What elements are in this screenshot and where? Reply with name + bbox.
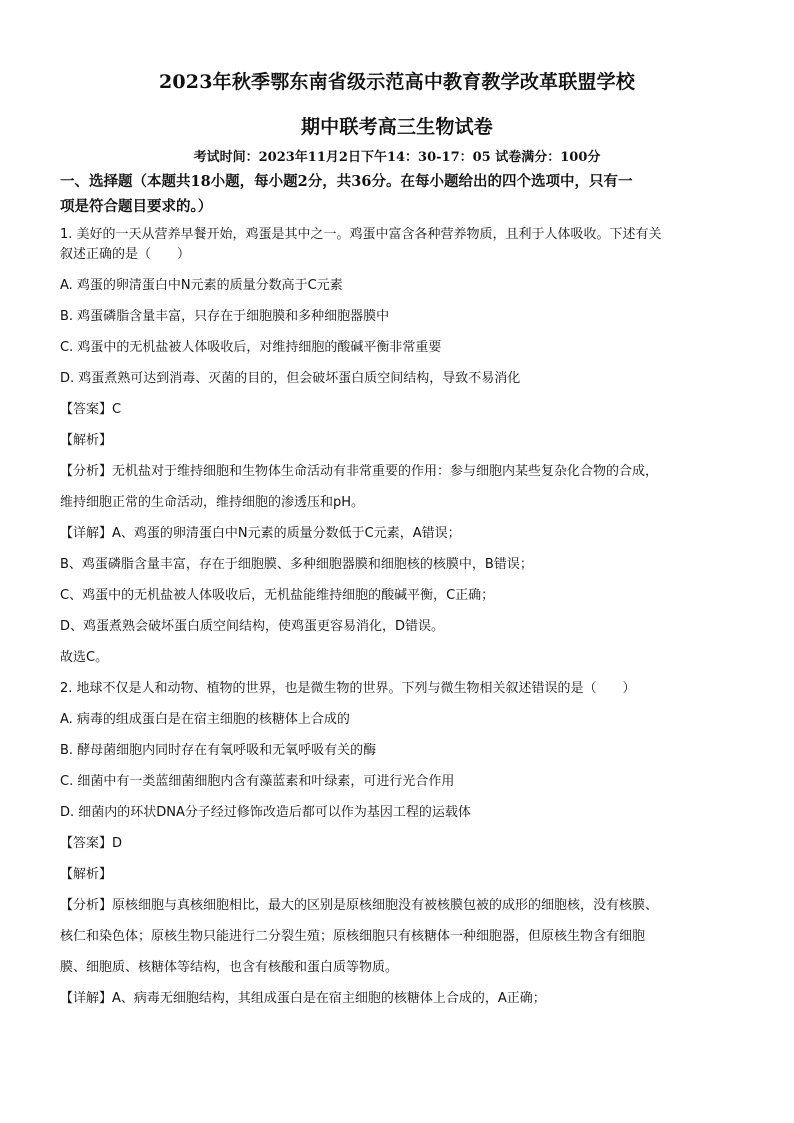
question-2 xyxy=(60,679,734,1009)
detail-text: B、鸡蛋磷脂含量丰富，存在于细胞膜、多种细胞器膜和细胞核的核膜中，B错误； xyxy=(60,557,533,572)
analysis-text: 膜、细胞质、核糖体等结构，也含有核酸和蛋白质等物质。 xyxy=(60,960,399,975)
question-stem: 1. 美好的一天从营养早餐开始，鸡蛋是其中之一。鸡蛋中富含各种营养物质，且利于人体吸收。下述有关 xyxy=(60,227,662,242)
detail-text: C、鸡蛋中的无机盐被人体吸收后，无机盐能维持细胞的酸碱平衡，C正确； xyxy=(60,588,495,603)
page-title: 2023年秋季鄂东南省级示范高中教育教学改革联盟学校 xyxy=(158,71,636,93)
analysis-label: 【解析】 xyxy=(60,433,113,448)
analysis-text: 核仁和染色体；原核生物只能进行二分裂生殖；原核细胞只有核糖体一种细胞器，但原核生物含有细胞 xyxy=(60,929,646,944)
section-heading xyxy=(60,169,734,219)
question-stem: 2. 地球不仅是人和动物、植物的世界，也是微生物的世界。下列与微生物相关叙述错误的是（ ） xyxy=(60,681,636,696)
detail-text: 【详解】A、鸡蛋的卵清蛋白中N元素的质量分数低于C元素，A错误； xyxy=(60,526,461,541)
section-heading-line-2: 项是符合题目要求的。） xyxy=(60,198,213,215)
detail-text: D、鸡蛋煮熟会破坏蛋白质空间结构，使鸡蛋更容易消化，D错误。 xyxy=(60,619,445,634)
option-a: A. 鸡蛋的卵清蛋白中N元素的质量分数高于C元素 xyxy=(60,278,343,293)
analysis-text: 【分析】无机盐对于维持细胞和生物体生命活动有非常重要的作用：参与细胞内某些复杂化合物的合成， xyxy=(60,464,659,479)
analysis-text: 【分析】原核细胞与真核细胞相比，最大的区别是原核细胞没有被核膜包被的成形的细胞核，没有核膜、 xyxy=(60,898,659,913)
analysis-text: 维持细胞正常的生命活动，维持细胞的渗透压和pH。 xyxy=(60,495,365,510)
question-1 xyxy=(60,225,734,668)
option-d: D. 细菌内的环状DNA分子经过修饰改造后都可以作为基因工程的运载体 xyxy=(60,805,471,820)
option-c: C. 细菌中有一类蓝细菌细胞内含有藻蓝素和叶绿素，可进行光合作用 xyxy=(60,774,455,789)
exam-info: 考试时间：2023年11月2日下午14：30-17：05 试卷满分：100分 xyxy=(193,150,601,165)
answer-label: 【答案】C xyxy=(60,402,122,417)
option-c: C. 鸡蛋中的无机盐被人体吸收后，对维持细胞的酸碱平衡非常重要 xyxy=(60,340,442,355)
option-b: B. 酵母菌细胞内同时存在有氧呼吸和无氧呼吸有关的酶 xyxy=(60,743,377,758)
document-page xyxy=(60,68,734,1009)
analysis-label: 【解析】 xyxy=(60,867,113,882)
answer-label: 【答案】D xyxy=(60,836,123,851)
question-stem: 叙述正确的是（ ） xyxy=(60,247,191,262)
page-subtitle: 期中联考高三生物试卷 xyxy=(300,116,493,138)
conclusion-text: 故选C。 xyxy=(60,650,109,665)
option-b: B. 鸡蛋磷脂含量丰富，只存在于细胞膜和多种细胞器膜中 xyxy=(60,309,390,324)
section-heading-line-1: 一、选择题（本题共18小题，每小题2分，共36分。在每小题给出的四个选项中，只有一 xyxy=(60,173,633,190)
detail-text: 【详解】A、病毒无细胞结构，其组成蛋白是在宿主细胞的核糖体上合成的，A正确； xyxy=(60,991,546,1006)
option-d: D. 鸡蛋煮熟可达到消毒、灭菌的目的，但会破坏蛋白质空间结构，导致不易消化 xyxy=(60,371,521,386)
option-a: A. 病毒的组成蛋白是在宿主细胞的核糖体上合成的 xyxy=(60,712,350,727)
